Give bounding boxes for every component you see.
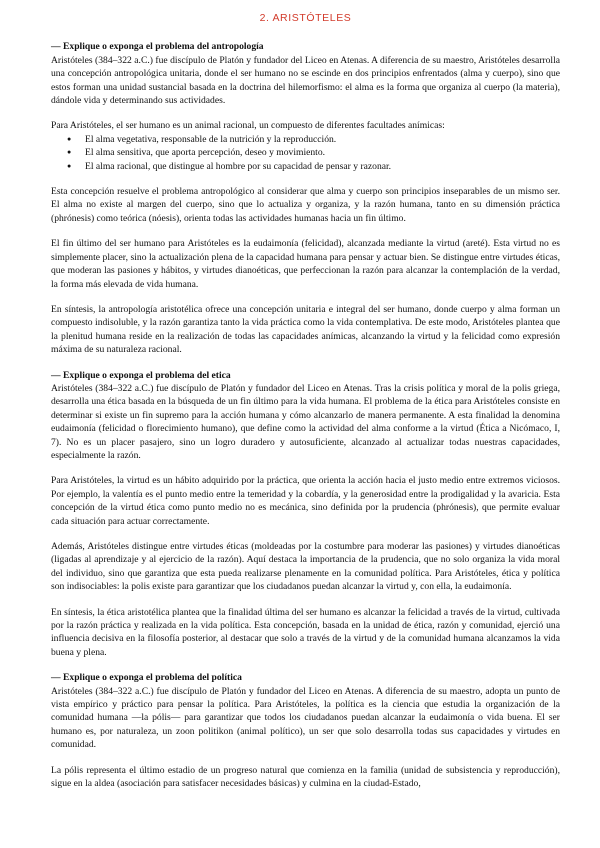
soul-faculties-list [51,133,560,173]
paragraph: Aristóteles (384–322 a.C.) fue discípulo de Platón y fundador del Liceo en Atenas. A diferencia de su maestro, Aristóteles desarrolla una concepción antropológica unitaria, donde el ser humano no se escinde en dos principios enfrentados (alma y cuerpo), sino que estos forman una unidad sustancial basada en la doctrina del hilemorfismo: el alma es la forma que organiza al cuerpo (la materia), dándole vida y determinando sus actividades. [51,54,560,107]
section-heading-anthropology: — Explique o exponga el problema del antropología [51,41,264,53]
paragraph: Para Aristóteles, el ser humano es un animal racional, un compuesto de diferentes facultades anímicas: [51,120,445,132]
paragraph: La pólis representa el último estadio de un progreso natural que comienza en la familia (unidad de subsistencia y reproducción), sigue en la aldea (asociación para satisfacer necesidades básicas) y culmina en la ciudad-Estado, [51,764,560,790]
paragraph: En síntesis, la antropología aristotélica ofrece una concepción unitaria e integral del ser humano, donde cuerpo y alma forman un compuesto indisoluble, y la razón garantiza tanto la vida práctica como la vida contemplativa. De este modo, Aristóteles plantea que la plenitud humana reside en la realización de todas las capacidades anímicas, alcanzando la virtud y la felicidad como expresión máxima de su naturaleza racional. [51,303,560,356]
page-title: 2. ARISTÓTELES [259,12,352,24]
section-heading-ethics: — Explique o exponga el problema del etica [51,369,231,381]
paragraph: El fin último del ser humano para Aristóteles es la eudaimonía (felicidad), alcanzada mediante la virtud (areté). Esta virtud no es simplemente placer, sino la actualización plena de la capacidad humana para pensar y actuar bien. Se distingue entre virtudes éticas, que moderan las pasiones y hábitos, y virtudes dianoéticas, que perfeccionan la razón para alcanzar la contemplación de la verdad, la forma más elevada de vida humana. [51,238,560,290]
section-heading-politics: — Explique o exponga el problema del política [51,672,242,684]
paragraph: Para Aristóteles, la virtud es un hábito adquirido por la práctica, que orienta la acción hacia el justo medio entre extremos viciosos. Por ejemplo, la valentía es el punto medio entre la temeridad y la cobardía, y la generosidad entre la prodigalidad y la avaricia. Esta concepción de la virtud ética como punto medio no es mecánica, sino definida por la prudencia (phrónesis), que permite evaluar cada situación para actuar correctamente. [51,475,560,527]
list-item: ● El alma sensitiva, que aporta percepción, deseo y movimiento. [85,146,560,159]
list-item: ● El alma racional, que distingue al hombre por su capacidad de pensar y razonar. [85,160,560,173]
list-item: ● El alma vegetativa, responsable de la nutrición y la reproducción. [85,133,560,146]
paragraph: Además, Aristóteles distingue entre virtudes éticas (moldeadas por la costumbre para moderar las pasiones) y virtudes dianoéticas (ligadas al aprendizaje y al ejercicio de la razón). Aquí destaca la importancia de la prudencia, que no solo organiza la vida moral del individuo, sino que garantiza que esta pueda realizarse plenamente en la comunidad política. Para Aristóteles, ética y política son indisociables: la polis existe para garantizar que los ciudadanos puedan alcanzar la virtud y, con ella, la eudaimonía. [51,541,560,593]
paragraph: Aristóteles (384–322 a.C.) fue discípulo de Platón y fundador del Liceo en Atenas. A diferencia de su maestro, adopta un punto de vista empírico y práctico para pensar la política. Para Aristóteles, la política es la ciencia que estudia la organización de la comunidad humana —la pólis— para garantizar que todos los ciudadanos puedan alcanzar la eudaimonía o vida buena. El ser humano es, por naturaleza, un zoon politikon (animal político), un ser que solo desarrolla todas sus capacidades y virtudes en comunidad. [51,685,560,751]
paragraph: En síntesis, la ética aristotélica plantea que la finalidad última del ser humano es alcanzar la felicidad a través de la virtud, cultivada por la razón práctica y realizada en la vida política. Esta concepción, basada en la unidad de ética, razón y comunidad, ejerció una influencia decisiva en la filosofía posterior, al destacar que solo a través de la virtud y de la comunidad humana alcanzamos la vida buena y plena. [51,606,560,658]
paragraph: Aristóteles (384–322 a.C.) fue discípulo de Platón y fundador del Liceo en Atenas. Tras la crisis política y moral de la polis griega, desarrolla una ética basada en la búsqueda de un fin último para la vida humana. El problema de la ética para Aristóteles consiste en determinar si existe un fin supremo para la acción humana y cómo alcanzarlo de manera permanente. A esta finalidad la denomina eudaimonía (felicidad o florecimiento humano), que define como la actividad del alma conforme a la virtud (Ética a Nicómaco, I, 7). No es un placer pasajero, sino un logro duradero y autosuficiente, alcanzado al actualizar todas nuestras capacidades, especialmente la razón. [51,382,560,461]
paragraph: Esta concepción resuelve el problema antropológico al considerar que alma y cuerpo son principios inseparables de un mismo ser. El alma no existe al margen del cuerpo, sino que lo actualiza y organiza, y la razón humana, tanto en su dimensión práctica (phrónesis) como teórica (nóesis), orienta todas las actividades humanas hacia un fin último. [51,186,560,224]
